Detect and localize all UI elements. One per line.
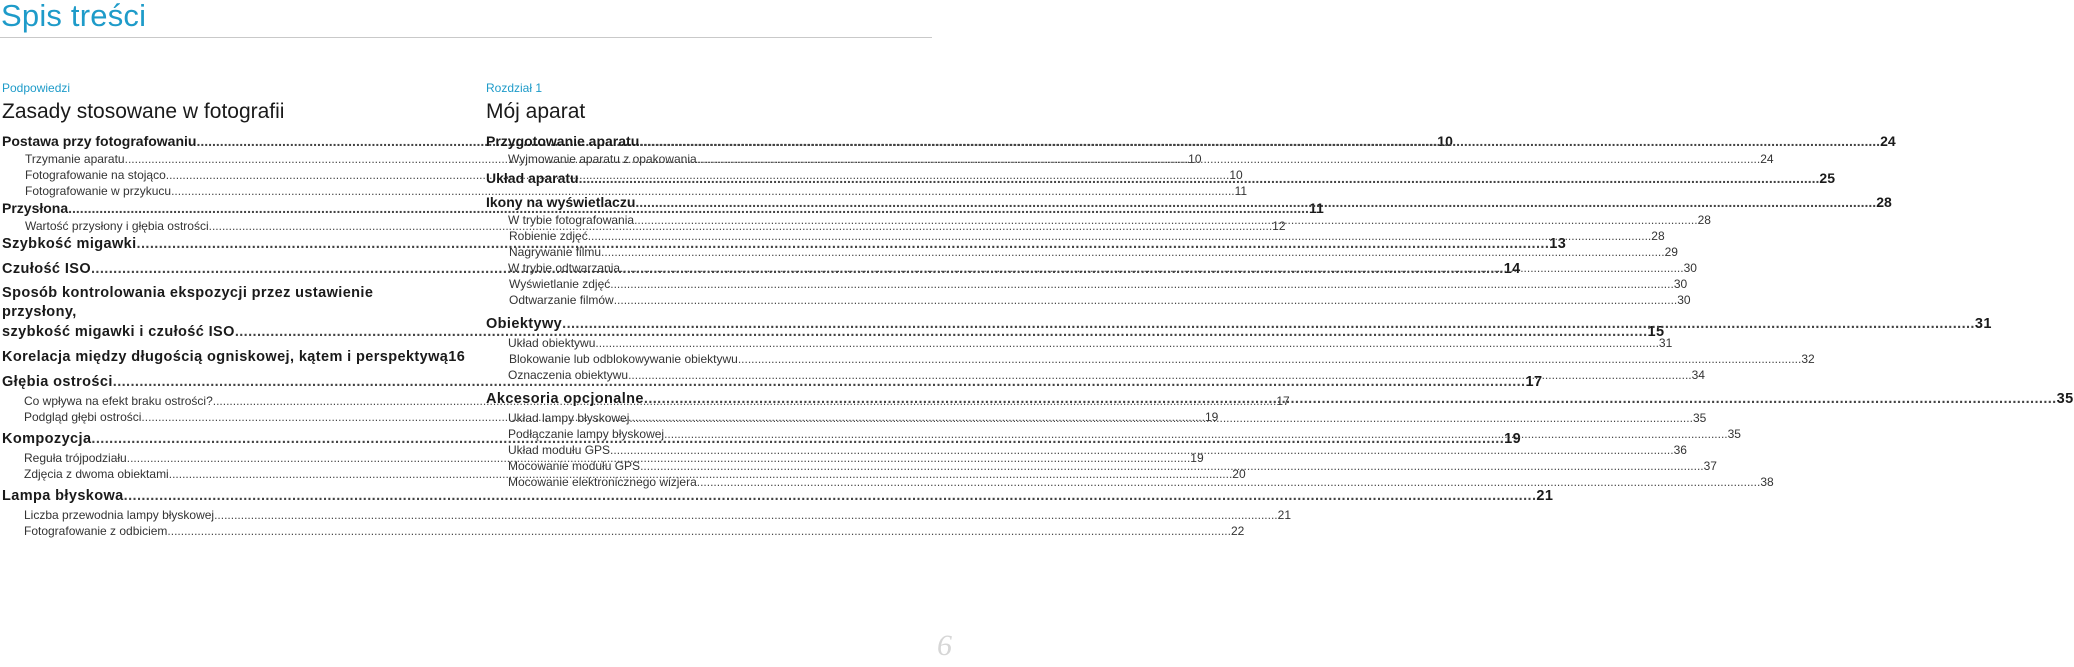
- toc-entry[interactable]: Głębia ostrości ..... 17: [2, 372, 438, 393]
- toc-entry[interactable]: Trzymanie aparatu ..... 10: [2, 151, 438, 167]
- chapter-title: Zasady stosowane w fotografii: [2, 100, 285, 123]
- toc-entry[interactable]: Nagrywanie filmu ..... 29: [486, 244, 923, 260]
- toc-entry[interactable]: Reguła trójpodziału ..... 19: [2, 450, 438, 466]
- toc-entry[interactable]: Fotografowanie z odbiciem ..... 22: [2, 523, 438, 539]
- toc-entry[interactable]: Obiektywy ..... 31: [486, 314, 923, 335]
- toc-entry[interactable]: Wyświetlanie zdjęć ..... 30: [486, 276, 923, 292]
- toc-entry[interactable]: Mocowanie elektronicznego wizjera ..... 38: [486, 474, 923, 490]
- section-kicker: Podpowiedzi: [2, 81, 71, 95]
- section-kicker: Rozdział 1: [486, 81, 543, 95]
- toc-entry[interactable]: Kompozycja ..... 19: [2, 429, 438, 450]
- toc-entry[interactable]: Wyjmowanie aparatu z opakowania ..... 24: [486, 151, 923, 167]
- toc-entry[interactable]: Postawa przy fotografowaniu ..... 10: [2, 132, 438, 151]
- toc-entry[interactable]: Odtwarzanie filmów ..... 30: [486, 292, 923, 308]
- toc-entry[interactable]: Układ lampy błyskowej ..... 35: [486, 410, 923, 426]
- toc-entry[interactable]: Lampa błyskowa ..... 21: [2, 486, 438, 507]
- toc-entry[interactable]: Przysłona ..... 11: [2, 199, 438, 218]
- toc-entry[interactable]: Co wpływa na efekt braku ostrości? ..... 17: [2, 393, 438, 409]
- page-number: 6: [937, 629, 952, 662]
- toc-entry[interactable]: Szybkość migawki ..... 13: [2, 234, 438, 255]
- toc-entry[interactable]: Podgląd głębi ostrości ..... 19: [2, 409, 438, 425]
- toc-entry[interactable]: Akcesoria opcjonalne ..... 35: [486, 389, 923, 410]
- chapter-title: Mój aparat: [486, 100, 586, 123]
- toc-entry[interactable]: Mocowanie modułu GPS ..... 37: [486, 458, 923, 474]
- toc-entry[interactable]: Układ aparatu ..... 25: [486, 167, 923, 189]
- toc-entry[interactable]: Układ modułu GPS ..... 36: [486, 442, 923, 458]
- page-title: Spis treści: [1, 0, 147, 33]
- toc-entry[interactable]: Korelacja między długością ogniskowej, kątem i perspektywą 16: [2, 349, 466, 365]
- toc-entry[interactable]: Przygotowanie aparatu ..... 24: [486, 132, 923, 151]
- toc-entry[interactable]: Ikony na wyświetlaczu ..... 28: [486, 193, 923, 212]
- toc-entry[interactable]: W trybie fotografowania ..... 28: [486, 212, 923, 228]
- toc-entry[interactable]: Fotografowanie w przykucu ..... 11: [2, 183, 438, 199]
- toc-entry[interactable]: Czułość ISO ..... 14: [2, 259, 438, 280]
- toc-entry[interactable]: Podłączanie lampy błyskowej ..... 35: [486, 426, 923, 442]
- toc-entry[interactable]: Zdjęcia z dwoma obiektami ..... 20: [2, 466, 438, 482]
- toc-entry[interactable]: Fotografowanie na stojąco ..... 10: [2, 167, 438, 183]
- toc-entry[interactable]: Liczba przewodnia lampy błyskowej ..... 21: [2, 507, 438, 523]
- title-divider: [0, 37, 932, 38]
- toc-entry[interactable]: Wartość przysłony i głębia ostrości ..... 12: [2, 218, 438, 234]
- toc-entry-multiline[interactable]: Sposób kontrolowania ekspozycji przez ustawienie przysłony, szybkość migawki i czułość ISO ..... 15: [2, 284, 438, 343]
- toc-entry[interactable]: W trybie odtwarzania ..... 30: [486, 260, 923, 276]
- toc-entry[interactable]: Blokowanie lub odblokowywanie obiektywu ..... 32: [486, 351, 923, 367]
- toc-entry[interactable]: Oznaczenia obiektywu ..... 34: [486, 367, 923, 383]
- toc-entry[interactable]: Robienie zdjęć ..... 28: [486, 228, 923, 244]
- toc-entry[interactable]: Układ obiektywu ..... 31: [486, 335, 923, 351]
